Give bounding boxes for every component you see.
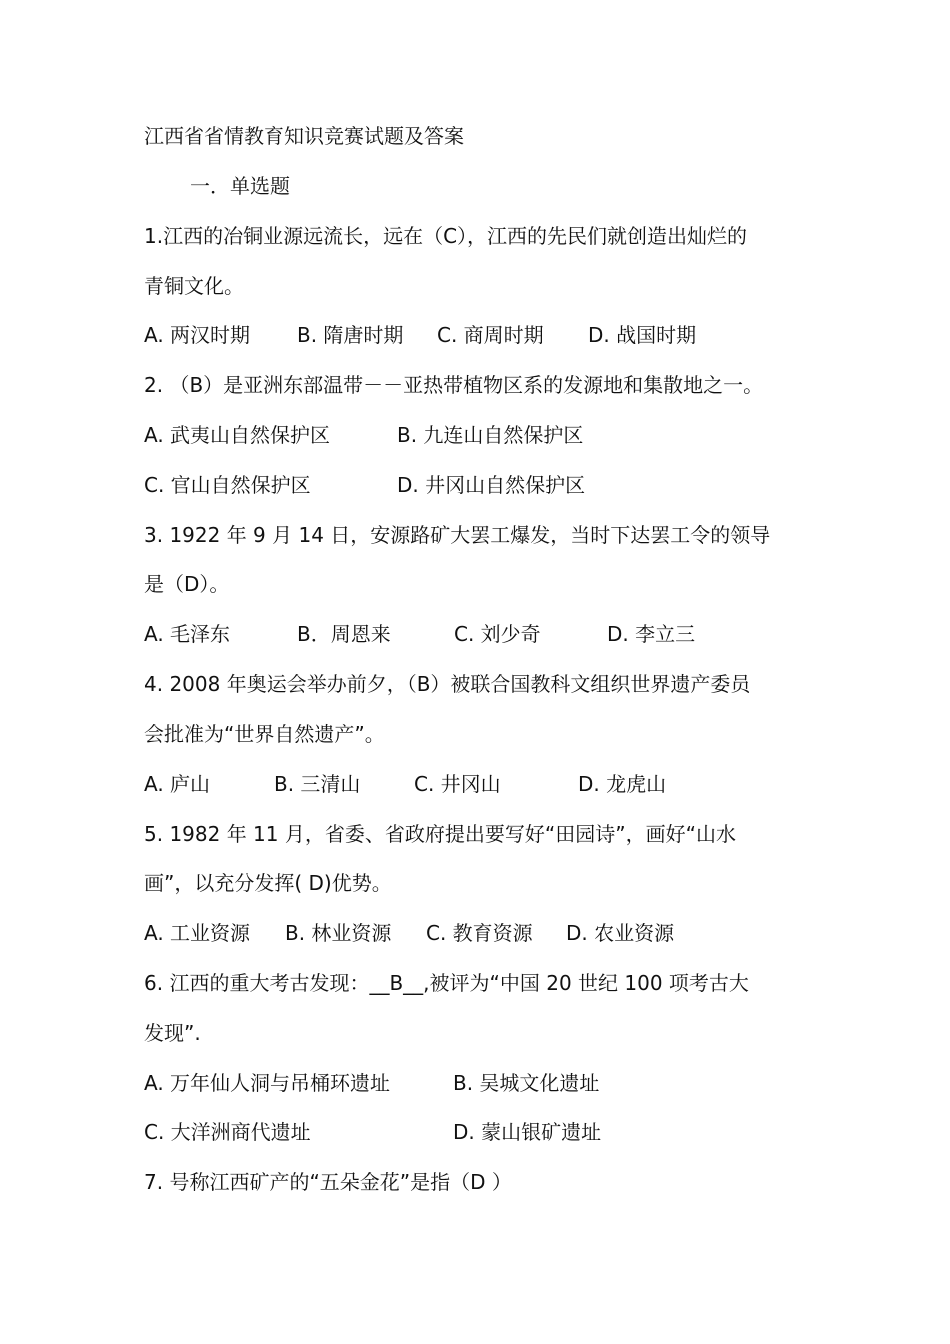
question-1-option-a: A. 两汉时期 [144,323,251,347]
question-1-line-2: 青铜文化。 [144,274,244,298]
question-3-option-b: B．周恩来 [297,622,391,646]
question-3-option-c: C. 刘少奇 [454,622,541,646]
question-1-option-c: C. 商周时期 [437,323,544,347]
question-4-line-1: 4. 2008 年奥运会举办前夕，（B）被联合国教科文组织世界遗产委员 [144,672,751,696]
question-7-line-1: 7. 号称江西矿产的“五朵金花”是指（D ） [144,1170,512,1194]
question-1-line-1: 1.江西的冶铜业源远流长，远在（C），江西的先民们就创造出灿烂的 [144,224,748,248]
question-6-line-2: 发现”. [144,1021,201,1045]
question-4-option-c: C. 井冈山 [414,772,501,796]
question-2-option-a: A. 武夷山自然保护区 [144,423,331,447]
question-2-option-c: C. 官山自然保护区 [144,473,311,497]
question-6-line-1: 6. 江西的重大考古发现：__B__,被评为“中国 20 世纪 100 项考古大 [144,971,749,995]
question-6-option-d: D. 蒙山银矿遗址 [453,1120,602,1144]
document-title: 江西省省情教育知识竞赛试题及答案 [144,124,464,148]
question-4-option-b: B. 三清山 [274,772,361,796]
question-6-option-b: B. 吴城文化遗址 [453,1071,600,1095]
question-5-option-d: D. 农业资源 [566,921,675,945]
question-4-line-2: 会批准为“世界自然遗产”。 [144,722,385,746]
question-3-option-a: A. 毛泽东 [144,622,231,646]
question-1-option-b: B. 隋唐时期 [297,323,404,347]
question-5-option-b: B. 林业资源 [285,921,392,945]
question-6-option-c: C. 大洋洲商代遗址 [144,1120,311,1144]
question-5-option-a: A. 工业资源 [144,921,251,945]
section-heading: 一．单选题 [190,174,290,198]
question-1-option-d: D. 战国时期 [588,323,697,347]
question-2-line-1: 2. （B）是亚洲东部温带－－亚热带植物区系的发源地和集散地之一。 [144,373,764,397]
question-4-option-a: A. 庐山 [144,772,211,796]
question-2-option-b: B. 九连山自然保护区 [397,423,584,447]
question-3-line-1: 3. 1922 年 9 月 14 日，安源路矿大罢工爆发，当时下达罢工令的领导 [144,523,771,547]
question-5-option-c: C. 教育资源 [426,921,533,945]
question-3-option-d: D. 李立三 [607,622,696,646]
question-5-line-1: 5. 1982 年 11 月，省委、省政府提出要写好“田园诗”，画好“山水 [144,822,736,846]
question-2-option-d: D. 井冈山自然保护区 [397,473,586,497]
question-6-option-a: A. 万年仙人洞与吊桶环遗址 [144,1071,391,1095]
question-3-line-2: 是（D）。 [144,572,230,596]
question-4-option-d: D. 龙虎山 [578,772,667,796]
question-5-line-2: 画”，以充分发挥( D)优势。 [144,871,392,895]
